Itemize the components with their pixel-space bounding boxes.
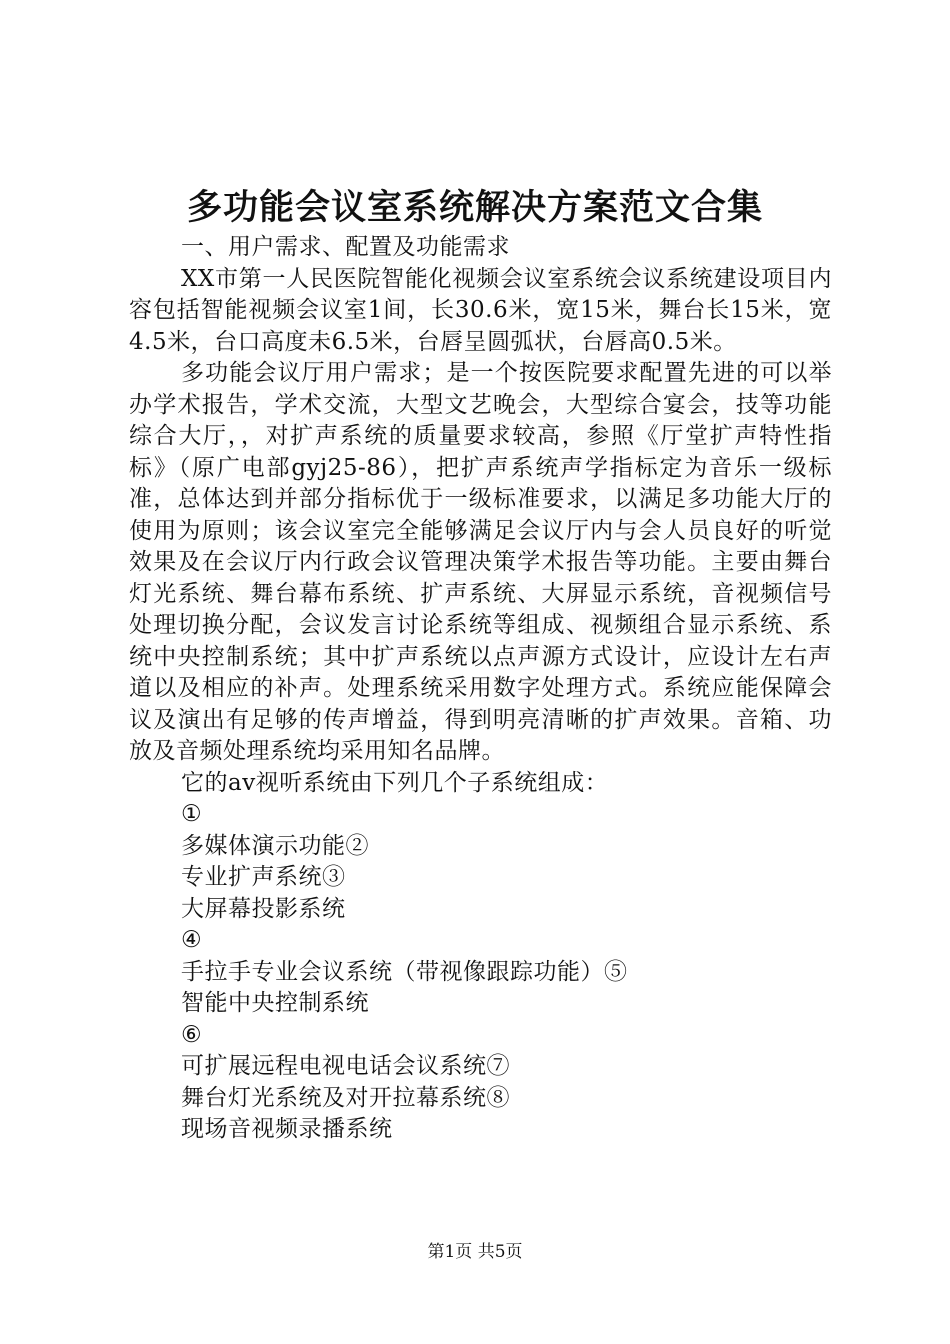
list-item: 手拉手专业会议系统（带视像跟踪功能）⑤ [181, 958, 628, 985]
document-body [129, 232, 832, 1146]
list-item: ① [181, 801, 203, 827]
document-title: 多功能会议室系统解决方案范文合集 [186, 187, 763, 228]
section-heading: 一、用户需求、配置及功能需求 [181, 234, 510, 260]
list-item: ④ [181, 927, 203, 953]
paragraph: XX市第一人民医院智能化视频会议室系统会议系统建设项目内容包括智能视频会议室1间，长30.6米，宽15米，舞台长15米，宽4.5米，台口高度未6.5米，台唇呈圆弧状，台唇高0.5米。 [129, 265, 832, 355]
list-item: 可扩展远程电视电话会议系统⑦ [181, 1053, 510, 1079]
paragraph: 它的av视听系统由下列几个子系统组成： [181, 769, 609, 796]
list-item: 智能中央控制系统 [181, 990, 369, 1016]
subsystem-list [129, 799, 832, 1146]
list-item: ⑥ [181, 1021, 203, 1048]
paragraph: 多功能会议厅用户需求；是一个按医院要求配置先进的可以举办学术报告，学术交流，大型文艺晚会，大型综合宴会，技等功能综合大厅，，对扩声系统的质量要求较高，参照《厅堂扩声特性指标》（原广电部gyj25-86），把扩声系统声学指标定为音乐一级标准，总体达到并部分指标优于一级标准要求，以满足多功能大厅的使用为原则；该会议室完全能够满足会议厅内与会人员良好的听觉效果及在会议厅内行政会议管理决策学术报告等功能。主要由舞台灯光系统、舞台幕布系统、扩声系统、大屏显示系统，音视频信号处理切换分配，会议发言讨论系统等组成、视频组合显示系统、系统中央控制系统；其中扩声系统以点声源方式设计，应设计左右声道以及相应的补声。处理系统采用数字处理方式。系统应能保障会议及演出有足够的传声增益，得到明亮清晰的扩声效果。音箱、功放及音频处理系统均采用知名品牌。 [129, 360, 832, 764]
list-item: 现场音视频录播系统 [181, 1116, 393, 1142]
list-item: 大屏幕投影系统 [181, 895, 346, 922]
list-item: 舞台灯光系统及对开拉幕系统⑧ [181, 1084, 510, 1111]
list-item: 多媒体演示功能② [181, 832, 369, 859]
list-item: 专业扩声系统③ [181, 864, 346, 890]
page-footer: 第1页 共5页 [427, 1242, 523, 1262]
